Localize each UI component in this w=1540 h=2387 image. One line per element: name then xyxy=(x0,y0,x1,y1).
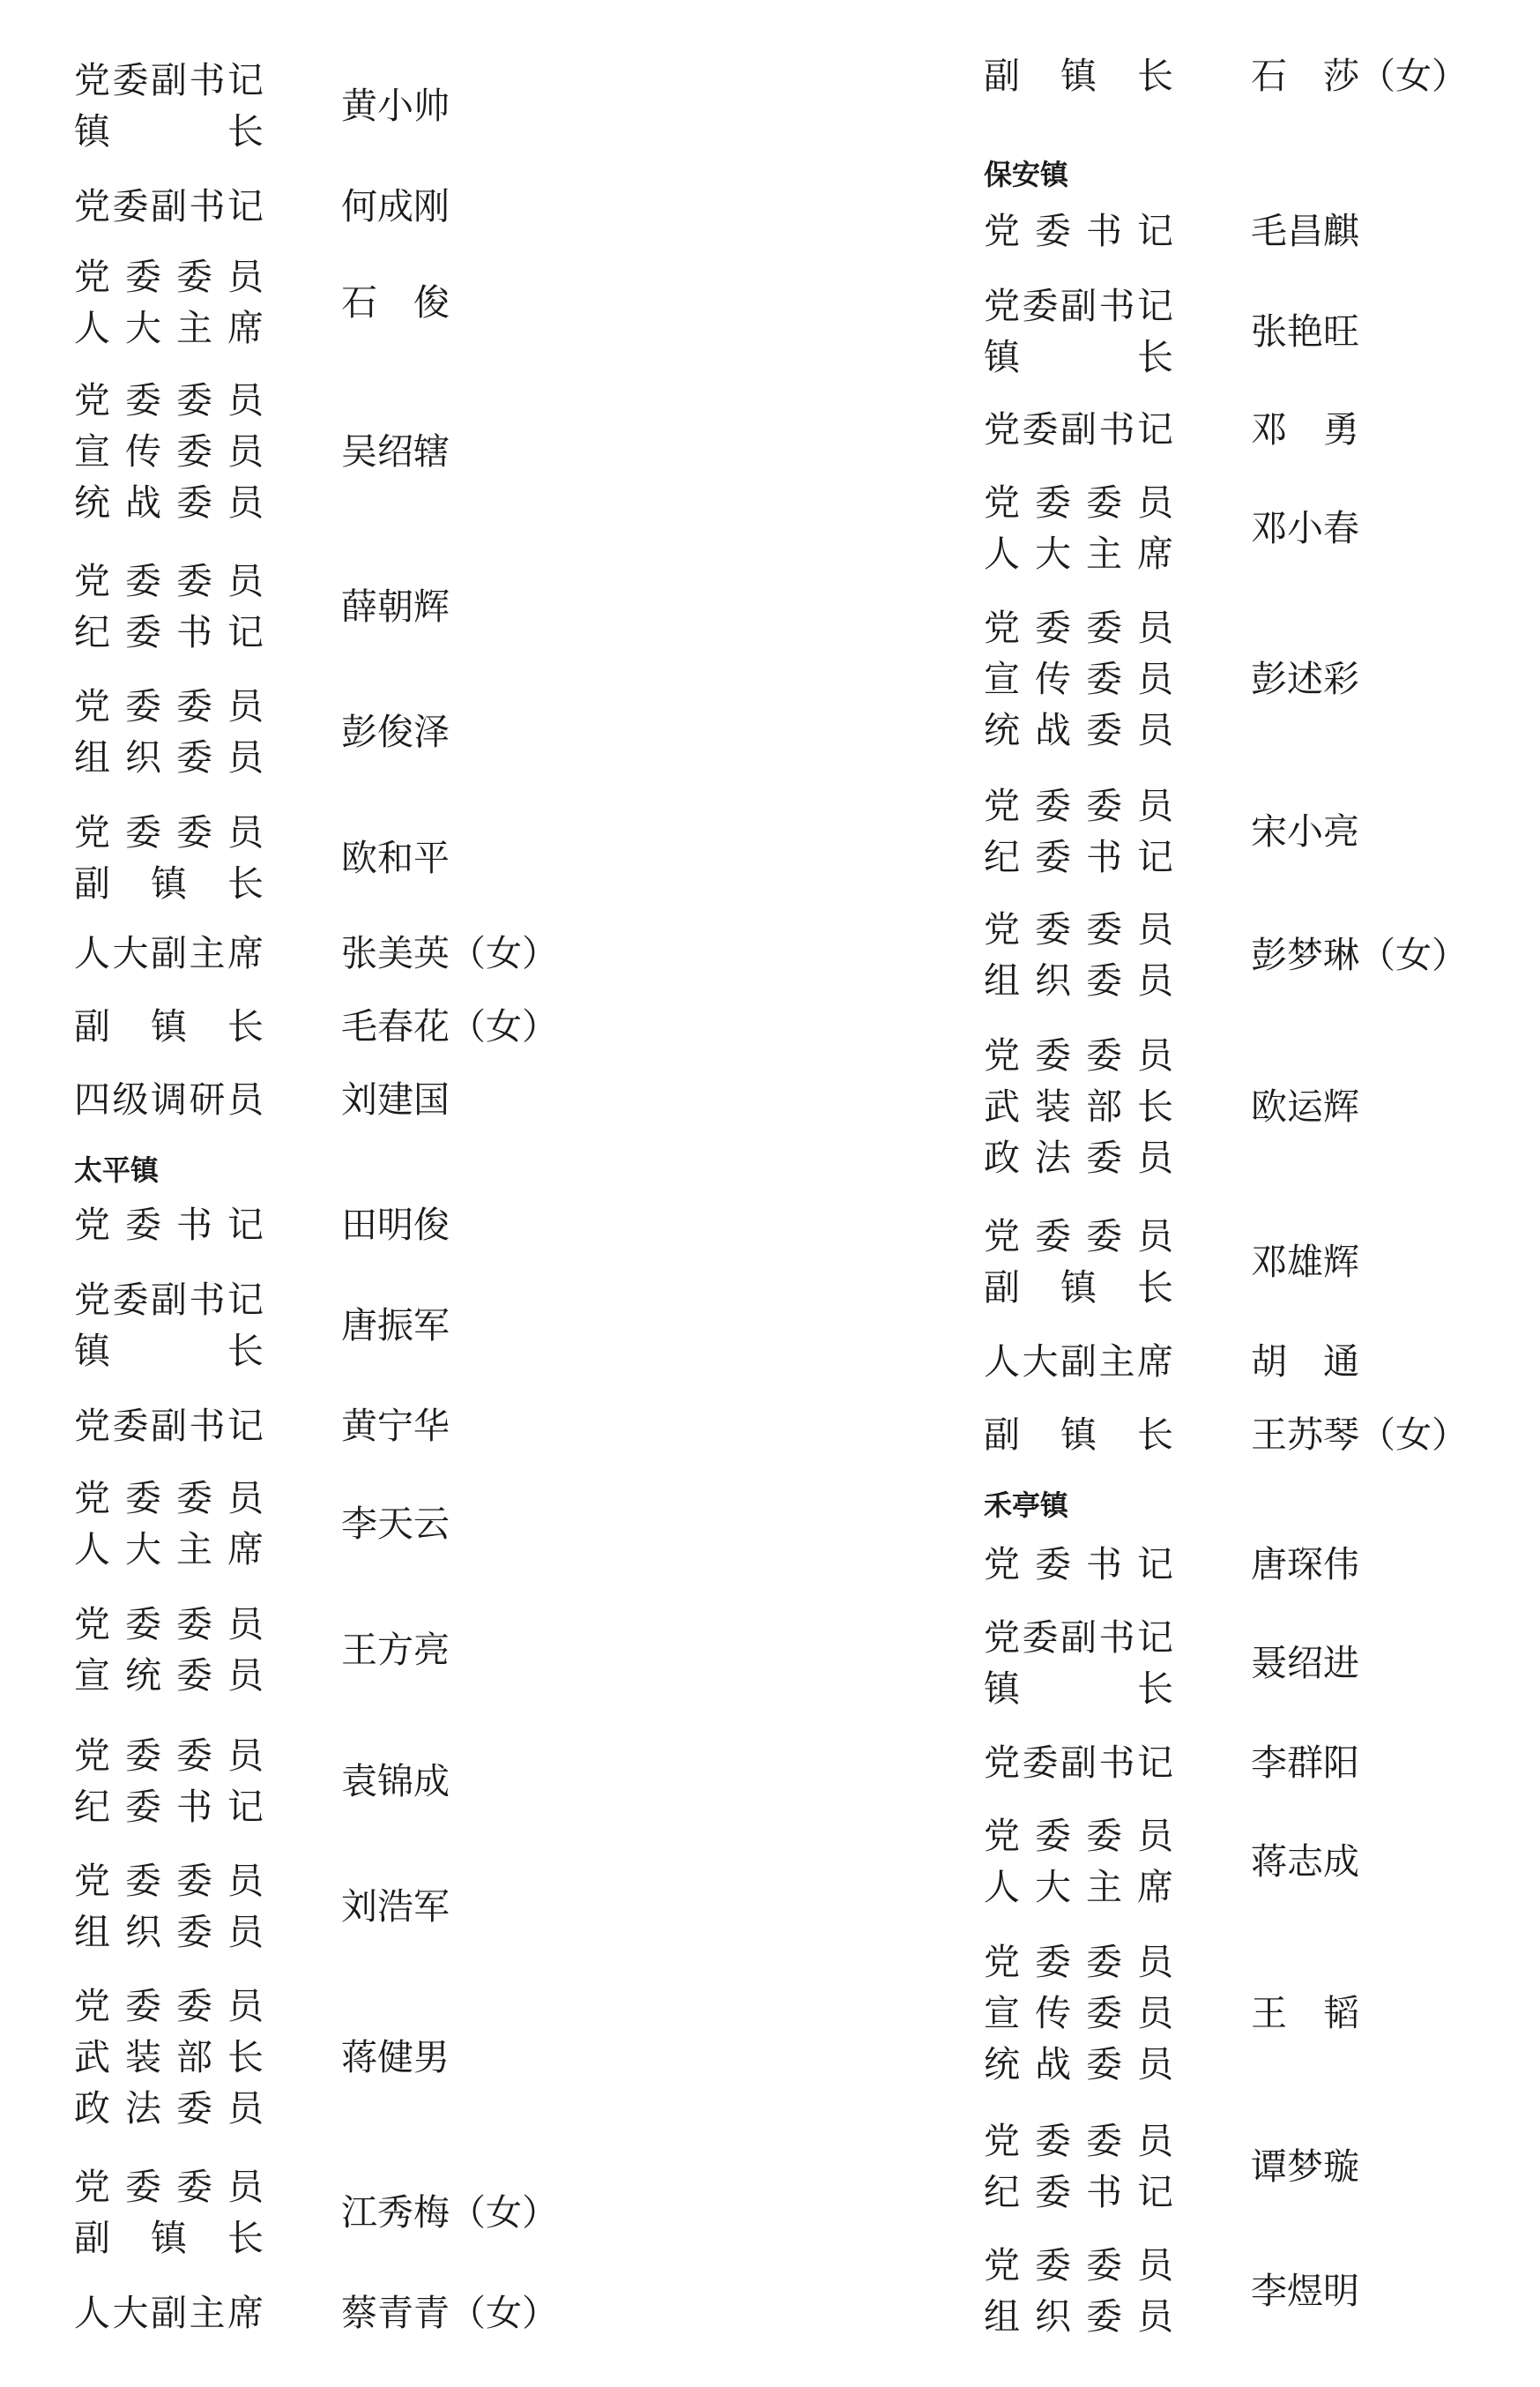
official-name: 唐振军 xyxy=(341,1304,450,1346)
position-title-line: 人 大 主 席 xyxy=(984,533,1173,575)
position-titles xyxy=(984,1810,1173,1913)
position-titles xyxy=(74,375,264,528)
position-title-line: 副 镇 长 xyxy=(984,1266,1173,1309)
official-entry xyxy=(984,50,1540,101)
official-entry xyxy=(74,1199,779,1250)
official-entry xyxy=(74,556,779,658)
position-titles xyxy=(74,807,264,909)
position-titles xyxy=(74,2287,264,2339)
position-titles xyxy=(74,1980,264,2134)
position-title-line: 党 委 副 书 记 xyxy=(984,408,1173,451)
position-title-line: 党 委 副 书 记 xyxy=(74,1405,264,1447)
position-title-line: 组 织 委 员 xyxy=(984,959,1173,1002)
official-entry xyxy=(74,251,779,354)
official-entry xyxy=(74,681,779,783)
position-title-line: 组 织 委 员 xyxy=(984,2295,1173,2338)
position-title-line: 副 镇 长 xyxy=(74,862,264,905)
position-titles xyxy=(984,404,1173,455)
position-title-line: 统 战 委 员 xyxy=(984,2043,1173,2085)
official-entry xyxy=(74,807,779,909)
official-entry xyxy=(984,780,1540,883)
official-entry xyxy=(984,1211,1540,1313)
position-titles xyxy=(74,1473,264,1575)
official-entry xyxy=(984,1737,1540,1788)
official-name: 彭俊泽 xyxy=(341,711,450,753)
official-entry xyxy=(74,1274,779,1376)
position-title-line: 党 委 委 员 xyxy=(74,1734,264,1777)
position-title-line: 镇 长 xyxy=(984,1667,1173,1710)
official-name: 张美英（女） xyxy=(341,932,558,974)
official-name: 毛昌麒 xyxy=(1251,210,1359,252)
official-entry xyxy=(74,1400,779,1451)
official-entry xyxy=(984,602,1540,756)
position-title-line: 统 战 委 员 xyxy=(74,481,264,524)
position-title-line: 党 委 委 员 xyxy=(984,2120,1173,2162)
official-name: 王方亮 xyxy=(341,1629,450,1671)
position-title-line: 党 委 副 书 记 xyxy=(984,1742,1173,1784)
town-section-heading: 太平镇 xyxy=(74,1153,160,1187)
position-titles xyxy=(984,904,1173,1006)
official-entry xyxy=(984,1539,1540,1590)
position-title-line: 人 大 主 席 xyxy=(74,307,264,349)
position-titles xyxy=(984,602,1173,756)
position-title-line: 党 委 副 书 记 xyxy=(984,285,1173,327)
official-entry xyxy=(984,477,1540,579)
position-title-line: 人 大 副 主 席 xyxy=(984,1340,1173,1383)
position-title-line: 宣 传 委 员 xyxy=(984,658,1173,700)
official-entry xyxy=(74,1855,779,1958)
position-title-line: 镇 长 xyxy=(984,336,1173,378)
position-title-line: 党 委 副 书 记 xyxy=(74,185,264,228)
position-title-line: 人 大 副 主 席 xyxy=(74,2292,264,2334)
official-name: 蔡青青（女） xyxy=(341,2292,558,2334)
official-entry xyxy=(74,375,779,528)
position-title-line: 纪 委 书 记 xyxy=(74,1786,264,1828)
position-title-line: 党 委 委 员 xyxy=(984,1034,1173,1077)
official-name: 张艳旺 xyxy=(1251,310,1359,353)
official-name: 黄宁华 xyxy=(341,1405,450,1447)
position-title-line: 党 委 委 员 xyxy=(984,2244,1173,2286)
official-entry xyxy=(984,904,1540,1006)
position-titles xyxy=(984,1409,1173,1460)
official-name: 聂绍进 xyxy=(1251,1642,1359,1684)
position-title-line: 武 装 部 长 xyxy=(74,2036,264,2078)
position-titles xyxy=(74,2161,264,2264)
official-entry xyxy=(984,1409,1540,1460)
position-titles xyxy=(74,928,264,979)
position-title-line: 党 委 委 员 xyxy=(984,1815,1173,1857)
position-titles xyxy=(984,2115,1173,2218)
position-title-line: 党 委 委 员 xyxy=(984,481,1173,524)
official-name: 宋小亮 xyxy=(1251,810,1359,853)
position-title-line: 党 委 委 员 xyxy=(74,560,264,602)
position-title-line: 党 委 委 员 xyxy=(984,785,1173,827)
position-title-line: 党 委 副 书 记 xyxy=(984,1616,1173,1659)
position-titles xyxy=(74,1599,264,1701)
official-entry xyxy=(74,1001,779,1052)
position-titles xyxy=(984,780,1173,883)
position-title-line: 副 镇 长 xyxy=(74,2217,264,2259)
position-title-line: 党 委 委 员 xyxy=(74,1603,264,1645)
official-name: 谭梦璇 xyxy=(1251,2145,1359,2188)
official-name: 石 俊 xyxy=(341,281,450,324)
position-titles xyxy=(984,477,1173,579)
position-titles xyxy=(984,50,1173,101)
position-title-line: 镇 长 xyxy=(74,110,264,153)
official-entry xyxy=(984,2240,1540,2342)
position-titles xyxy=(984,280,1173,383)
position-titles xyxy=(74,1199,264,1250)
position-titles xyxy=(984,2240,1173,2342)
position-title-line: 统 战 委 员 xyxy=(984,709,1173,751)
official-entry xyxy=(984,404,1540,455)
official-entry xyxy=(984,2115,1540,2218)
official-name: 刘建国 xyxy=(341,1078,450,1121)
official-name: 江秀梅（女） xyxy=(341,2191,558,2234)
position-title-line: 党 委 委 员 xyxy=(74,1985,264,2027)
official-entry xyxy=(74,1074,779,1125)
town-section-heading: 保安镇 xyxy=(984,158,1069,191)
official-name: 欧运辉 xyxy=(1251,1085,1359,1128)
position-title-line: 党 委 书 记 xyxy=(984,1543,1173,1585)
position-title-line: 副 镇 长 xyxy=(984,1414,1173,1456)
position-titles xyxy=(74,1855,264,1958)
official-name: 唐琛伟 xyxy=(1251,1543,1359,1585)
position-titles xyxy=(74,55,264,157)
position-title-line: 副 镇 长 xyxy=(984,55,1173,97)
official-entry xyxy=(74,181,779,232)
official-name: 李天云 xyxy=(341,1503,450,1545)
position-title-line: 党 委 副 书 记 xyxy=(74,59,264,101)
position-title-line: 宣 传 委 员 xyxy=(984,1992,1173,2034)
official-name: 彭述彩 xyxy=(1251,658,1359,700)
position-titles xyxy=(984,1211,1173,1313)
position-titles xyxy=(74,1001,264,1052)
position-titles xyxy=(74,181,264,232)
position-title-line: 组 织 委 员 xyxy=(74,1911,264,1953)
position-titles xyxy=(74,1400,264,1451)
official-entry xyxy=(984,1030,1540,1183)
official-name: 李群阳 xyxy=(1251,1742,1359,1784)
position-title-line: 党 委 委 员 xyxy=(984,1941,1173,1983)
official-entry xyxy=(984,1336,1540,1387)
official-name: 袁锦成 xyxy=(341,1760,450,1802)
position-title-line: 镇 长 xyxy=(74,1330,264,1372)
official-entry xyxy=(74,1599,779,1701)
official-entry xyxy=(74,2161,779,2264)
position-title-line: 党 委 书 记 xyxy=(984,210,1173,252)
position-title-line: 人 大 主 席 xyxy=(74,1528,264,1570)
position-title-line: 党 委 委 员 xyxy=(74,256,264,298)
official-entry xyxy=(74,1980,779,2134)
official-entry xyxy=(984,280,1540,383)
official-entry xyxy=(74,928,779,979)
position-title-line: 党 委 委 员 xyxy=(74,1477,264,1519)
official-name: 刘浩军 xyxy=(341,1885,450,1928)
position-titles xyxy=(984,1612,1173,1714)
official-name: 田明俊 xyxy=(341,1204,450,1246)
official-entry xyxy=(74,1730,779,1832)
official-entry xyxy=(984,205,1540,257)
position-titles xyxy=(984,1336,1173,1387)
position-titles xyxy=(984,1737,1173,1788)
official-name: 王 韬 xyxy=(1251,1992,1359,2034)
position-titles xyxy=(984,1539,1173,1590)
position-titles xyxy=(74,1074,264,1125)
position-title-line: 党 委 委 员 xyxy=(984,607,1173,649)
position-title-line: 党 委 委 员 xyxy=(74,811,264,854)
position-title-line: 党 委 委 员 xyxy=(74,1860,264,1902)
official-entry xyxy=(984,1810,1540,1913)
position-title-line: 宣 传 委 员 xyxy=(74,430,264,473)
position-titles xyxy=(984,1936,1173,2090)
official-name: 李煜明 xyxy=(1251,2270,1359,2312)
official-name: 邓 勇 xyxy=(1251,408,1359,451)
official-name: 蒋志成 xyxy=(1251,1840,1359,1883)
position-title-line: 武 装 部 长 xyxy=(984,1085,1173,1128)
position-title-line: 党 委 副 书 记 xyxy=(74,1279,264,1321)
position-title-line: 纪 委 书 记 xyxy=(984,836,1173,878)
position-title-line: 纪 委 书 记 xyxy=(984,2171,1173,2213)
official-name: 胡 通 xyxy=(1251,1340,1359,1383)
position-title-line: 四 级 调 研 员 xyxy=(74,1078,264,1121)
official-name: 邓小春 xyxy=(1251,507,1359,549)
position-titles xyxy=(984,1030,1173,1183)
position-title-line: 副 镇 长 xyxy=(74,1005,264,1048)
position-title-line: 政 法 委 员 xyxy=(74,2087,264,2130)
official-name: 何成刚 xyxy=(341,185,450,228)
position-title-line: 组 织 委 员 xyxy=(74,736,264,779)
official-entry xyxy=(74,55,779,157)
position-title-line: 人 大 主 席 xyxy=(984,1866,1173,1908)
position-title-line: 宣 统 委 员 xyxy=(74,1654,264,1697)
position-titles xyxy=(984,205,1173,257)
position-titles xyxy=(74,251,264,354)
official-name: 石 莎（女） xyxy=(1251,55,1468,97)
official-name: 吴绍辖 xyxy=(341,430,450,473)
official-entry xyxy=(984,1936,1540,2090)
official-name: 蒋健男 xyxy=(341,2036,450,2078)
position-title-line: 党 委 委 员 xyxy=(74,379,264,421)
position-title-line: 党 委 书 记 xyxy=(74,1204,264,1246)
position-titles xyxy=(74,1274,264,1376)
position-titles xyxy=(74,556,264,658)
official-entry xyxy=(74,1473,779,1575)
official-name: 王苏琴（女） xyxy=(1251,1414,1468,1456)
official-entry xyxy=(984,1612,1540,1714)
town-section-heading: 禾亭镇 xyxy=(984,1488,1069,1522)
official-name: 薛朝辉 xyxy=(341,586,450,628)
position-title-line: 党 委 委 员 xyxy=(74,2166,264,2208)
official-entry xyxy=(74,2287,779,2339)
official-name: 邓雄辉 xyxy=(1251,1241,1359,1283)
official-name: 彭梦琳（女） xyxy=(1251,934,1468,976)
position-titles xyxy=(74,681,264,783)
position-title-line: 党 委 委 员 xyxy=(984,1215,1173,1257)
official-name: 欧和平 xyxy=(341,837,450,879)
position-title-line: 人 大 副 主 席 xyxy=(74,932,264,974)
position-title-line: 党 委 委 员 xyxy=(74,685,264,727)
position-title-line: 党 委 委 员 xyxy=(984,908,1173,951)
position-title-line: 纪 委 书 记 xyxy=(74,611,264,653)
official-name: 毛春花（女） xyxy=(341,1005,558,1048)
position-titles xyxy=(74,1730,264,1832)
official-name: 黄小帅 xyxy=(341,85,450,127)
position-title-line: 政 法 委 员 xyxy=(984,1137,1173,1179)
